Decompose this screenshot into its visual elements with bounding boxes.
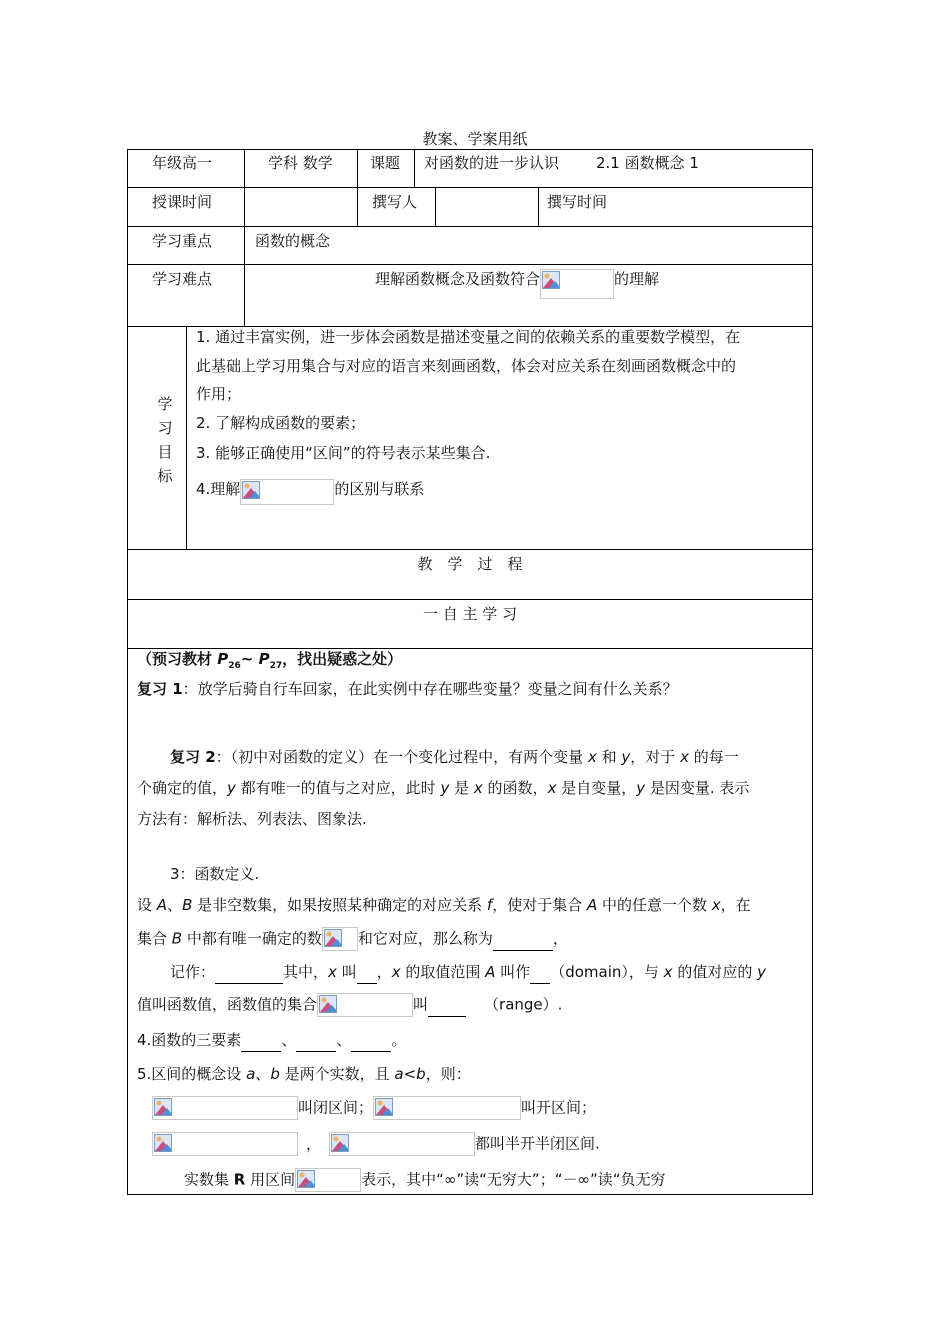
item5-text: 都叫半开半闭区间. [475,1134,600,1153]
objective-4-text: 4.理解 [196,480,241,498]
var: a<b [394,1065,426,1083]
var: y [621,748,631,766]
def-text: ， [552,929,568,948]
var: y [227,779,236,797]
broken-image-icon [319,995,337,1013]
var: x [680,748,689,766]
review-text: 的每一 [688,748,739,766]
col-divider [357,149,358,226]
var: x [391,963,401,981]
item4-text: 、 [336,1031,352,1049]
review-text: 是 [449,779,474,797]
formula-image [322,927,358,951]
page-title: 教案、学案用纸 [422,130,528,148]
var: x [328,963,337,981]
item5-text: 实数集 [184,1170,234,1189]
definition-line1 [137,894,751,916]
var: x [711,896,721,914]
write-time-label: 撰写时间 [547,193,608,211]
teach-time-label: 授课时间 [152,193,213,211]
var: A [586,896,598,914]
formula-image [373,1096,521,1120]
answer-blank[interactable] [241,1029,281,1052]
objective-1-line3: 作用； [196,385,242,403]
def-text: 叫 [336,963,357,981]
var: B [171,929,183,948]
def-text: 和它对应，那么称为 [357,929,493,948]
objective-2: 2. 了解构成函数的要素； [196,414,366,432]
answer-blank[interactable] [428,994,466,1017]
answer-blank[interactable] [530,961,550,984]
objective-1-line1: 1. 通过丰富实例，进一步体会函数是描述变量之间的依赖关系的重要数学模型，在 [196,328,741,346]
item4-text: 。 [391,1031,407,1049]
preview-text: 27 [269,661,283,671]
item5-text: 叫开区间； [521,1098,597,1117]
var: B [182,896,193,914]
def-text: 其中， [283,963,329,981]
var: b [270,1065,280,1083]
item5-text: 表示，其中“∞”读“无穷大”；“－∞”读“负无穷 [361,1170,666,1189]
author-label: 撰写人 [372,193,418,211]
review-2-line1 [170,746,739,768]
def-text: 叫作 [495,963,531,981]
preview-text: P [258,650,270,668]
review-text: ，对于 [630,748,681,766]
def-text: 叫 [413,995,429,1014]
item5-text: 叫闭区间； [298,1098,374,1117]
var: x [587,748,597,766]
broken-image-icon [375,1098,393,1116]
var: f [486,896,493,914]
def-text: （domain），与 [550,963,664,981]
row-divider [127,226,813,227]
focus-label: 学习重点 [152,232,213,250]
definition-line3 [170,961,766,984]
broken-image-icon [154,1134,172,1152]
def-text: 值叫函数值，函数值的集合 [137,995,318,1014]
col-divider [414,149,415,187]
answer-blank[interactable] [357,961,377,984]
review-label: 复习 2 [170,748,216,766]
row-divider [127,599,813,600]
review-text: 是因变量. 表示 [645,779,750,797]
difficulty-text-end: 的理解 [614,270,660,288]
objective-4 [196,479,424,505]
objectives-char: 习 [157,419,173,437]
answer-blank[interactable] [493,928,553,951]
col-divider [244,149,245,326]
def-text: ，在 [720,896,751,914]
col-divider [435,187,436,226]
difficulty-text: 理解函数概念及函数符合 [375,270,541,288]
objectives-char: 标 [157,467,173,485]
topic-value: 对函数的进一步认识 [424,154,560,172]
var: R [233,1170,246,1189]
var: x [473,779,483,797]
item5-text: 用区间 [245,1170,296,1189]
interval-half-open [152,1132,600,1156]
objective-1-line2: 此基础上学习用集合与对应的语言来刻画函数，体会对应关系在刻画函数概念中的 [196,357,737,375]
var: a [246,1065,256,1083]
def-text: 设 [137,896,157,914]
review-2-line3: 方法有：解析法、列表法、图象法. [137,810,367,828]
def-text: 中都有唯一确定的数 [182,929,322,948]
var: x [663,963,673,981]
broken-image-icon [242,481,260,499]
item5-text: ， [306,1134,322,1153]
broken-image-icon [297,1170,315,1188]
review-text: 和 [596,748,622,766]
broken-image-icon [324,929,342,947]
formula-image [295,1168,361,1192]
answer-blank[interactable] [296,1029,336,1052]
item5-text: 、 [255,1065,271,1083]
def-text: 是非空数集，如果按照某种确定的对应关系 [192,896,487,914]
review-2-line2 [137,777,749,799]
section-title: 一 自 主 学 习 [422,605,518,623]
interval-concept [137,1063,471,1085]
broken-image-icon [542,271,560,289]
review-text: 的函数， [482,779,548,797]
formula-image [540,269,614,299]
broken-image-icon [331,1134,349,1152]
interval-closed-open [152,1096,596,1120]
var: y [636,779,646,797]
review-text: 都有唯一的值与之对应，此时 [235,779,441,797]
answer-blank[interactable] [215,961,283,984]
item5-text: 是两个实数，且 [279,1065,395,1083]
definition-line4 [137,993,562,1017]
row-divider [127,187,813,188]
review-text: ：（初中对函数的定义）在一个变化过程中，有两个变量 [215,748,588,766]
formula-image [329,1132,475,1156]
item5-text: 5.区间的概念设 [137,1065,247,1083]
topic-label: 课题 [370,154,401,172]
def-text: ， [376,963,392,981]
item4-text: 4.函数的三要素 [137,1031,242,1049]
preview-text: ，找出疑惑之处） [282,650,403,668]
answer-blank[interactable] [351,1029,391,1052]
def-text: （range）. [484,995,563,1014]
preview-text: 26 [228,661,241,671]
grade-cell: 年级高一 [152,154,213,172]
preview-text: P [217,650,229,668]
objectives-char: 学 [157,395,173,413]
def-text: 中的任意一个数 [597,896,712,914]
var: A [485,963,496,981]
objectives-char: 目 [157,443,173,461]
preview-text: ~ [240,650,259,668]
formula-image [240,479,334,505]
review-text: ：放学后骑自行车回家，在此实例中存在哪些变量？变量之间有什么关系？ [182,680,678,698]
review-1 [137,678,678,700]
def-text: ，使对于集合 [492,896,587,914]
def-text: 集合 [137,929,172,948]
var: x [547,779,557,797]
col-divider [538,187,539,226]
process-title: 教 学 过 程 [417,555,523,573]
def-text: 、 [167,896,183,914]
subject-cell: 学科 数学 [268,154,333,172]
formula-image [317,993,413,1017]
objectives-label [155,392,175,488]
def-text: 的取值范围 [400,963,486,981]
broken-image-icon [154,1098,172,1116]
difficulty-label: 学习难点 [152,270,213,288]
three-elements [137,1029,406,1052]
def-text: 记作： [170,963,216,981]
var: y [757,963,766,981]
definition-line2 [137,927,568,951]
topic-section: 2.1 函数概念 1 [596,154,699,172]
var: y [440,779,450,797]
preview-instruction [137,648,402,677]
real-number-interval [184,1168,666,1192]
preview-text: （预习教材 [137,650,218,668]
objective-3: 3. 能够正确使用“区间”的符号表示某些集合. [196,444,491,462]
col-divider [186,326,187,549]
objective-4-text-end: 的区别与联系 [334,480,425,498]
var: A [156,896,168,914]
review-label: 复习 1 [137,680,183,698]
item4-text: 、 [281,1031,297,1049]
difficulty-value [375,269,659,299]
review-text: 个确定的值， [137,779,228,797]
formula-image [152,1132,298,1156]
review-text: 是自变量， [556,779,637,797]
def-text: 的值对应的 [672,963,758,981]
focus-value: 函数的概念 [255,232,331,250]
formula-image [152,1096,298,1120]
item5-text: ，则： [425,1065,471,1083]
definition-heading: 3：函数定义. [170,865,260,883]
row-divider [127,549,813,550]
row-divider [127,264,813,265]
